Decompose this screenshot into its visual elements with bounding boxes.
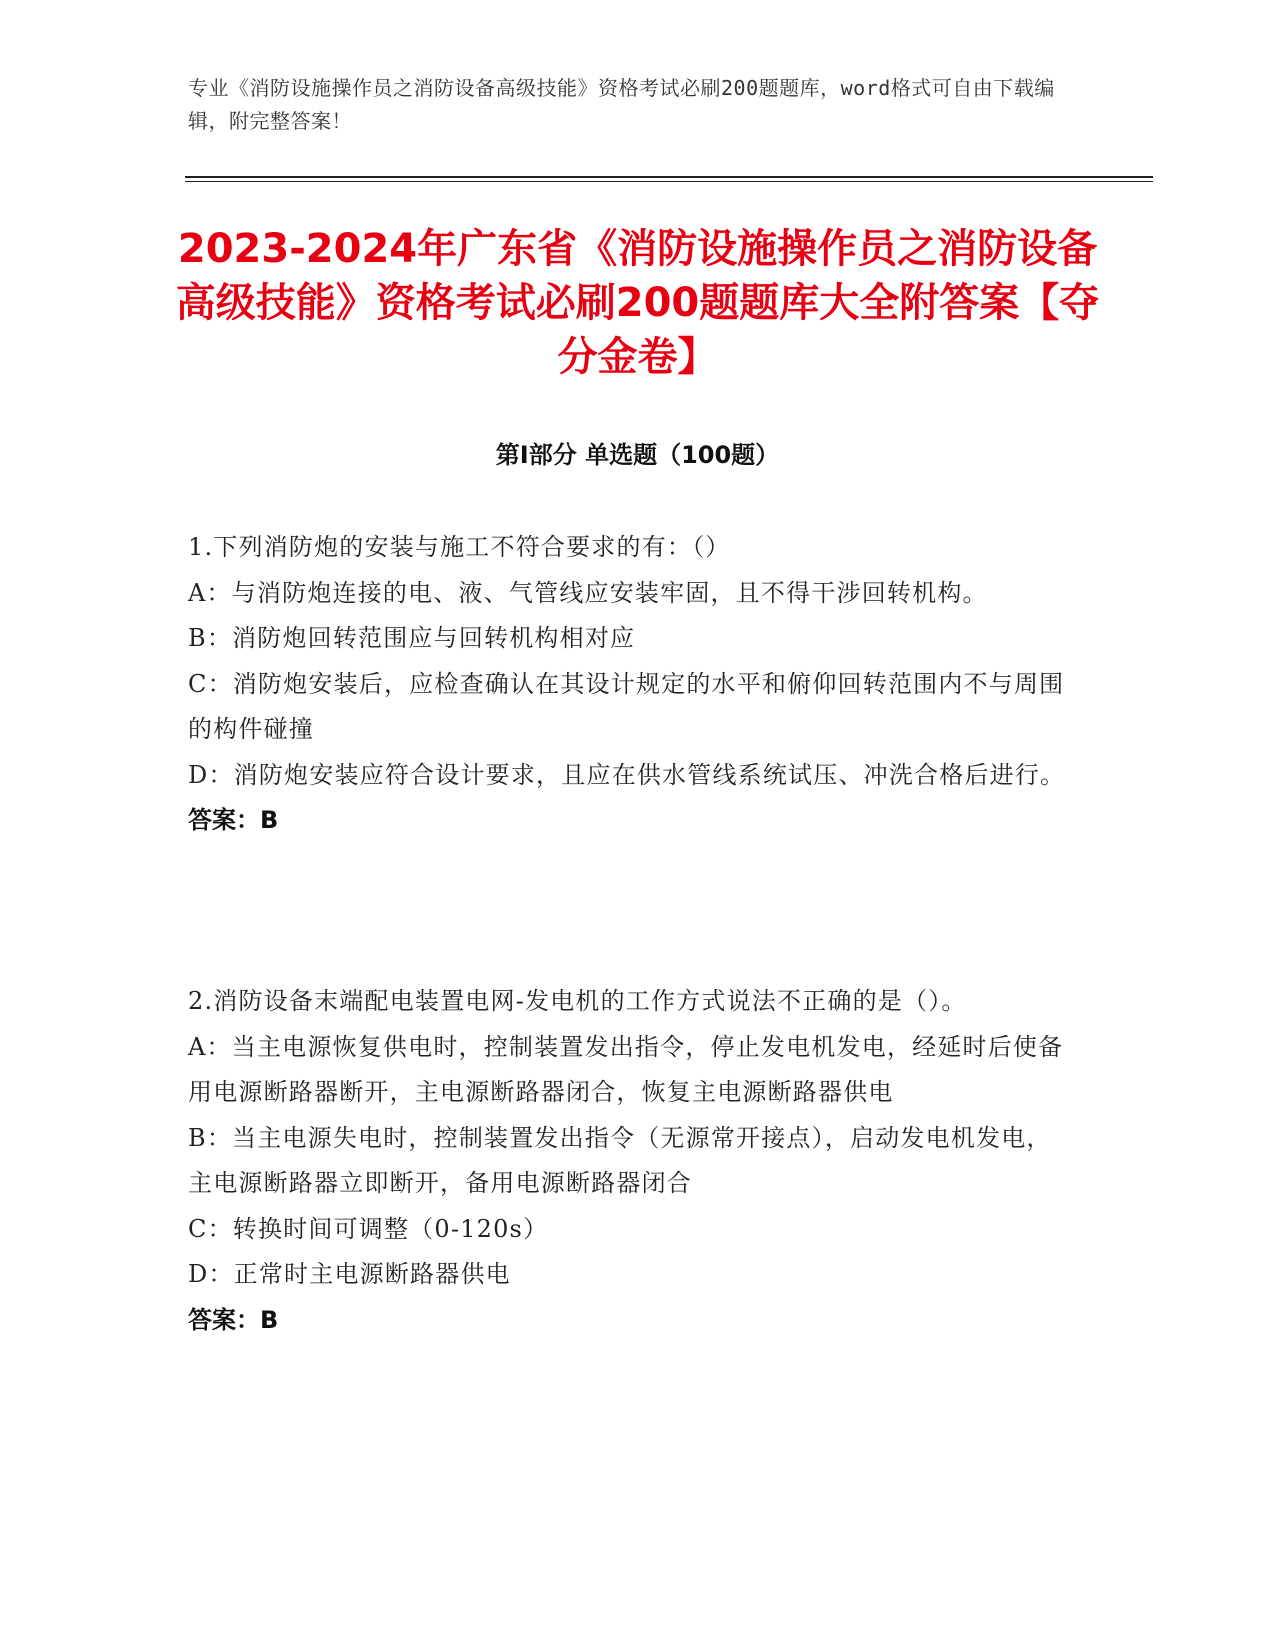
option-b: B：当主电源失电时，控制装置发出指令（无源常开接点），启动发电机发电，主电源断路器立即断开，备用电源断路器闭合 <box>188 1123 1052 1197</box>
question-1 <box>188 525 1068 844</box>
option-c: C：转换时间可调整（0-120s） <box>188 1214 549 1243</box>
header-divider-thin <box>185 181 1153 182</box>
option-c: C：消防炮安装后，应检查确认在其设计规定的水平和俯仰回转范围内不与周围的构件碰撞 <box>188 669 1065 743</box>
option-b: B：消防炮回转范围应与回转机构相对应 <box>188 624 636 652</box>
section-title: 第Ⅰ部分 单选题（100题） <box>495 441 780 469</box>
header-divider-thick <box>185 176 1153 178</box>
question-stem: 2.消防设备末端配电装置电网-发电机的工作方式说法不正确的是（）。 <box>188 987 967 1015</box>
question-2 <box>188 979 1068 1343</box>
document-title: 2023-2024年广东省《消防设施操作员之消防设备高级技能》资格考试必刷200题题库大全附答案【夺分金卷】 <box>175 226 1100 380</box>
answer-label: 答案：B <box>188 1305 279 1334</box>
option-d: D：消防炮安装应符合设计要求，且应在供水管线系统试压、冲洗合格后进行。 <box>188 760 1066 789</box>
option-d: D：正常时主电源断路器供电 <box>188 1260 511 1288</box>
answer-label: 答案：B <box>188 806 279 834</box>
option-a: A：当主电源恢复供电时，控制装置发出指令，停止发电机发电，经延时后使备用电源断路器断开，主电源断路器闭合，恢复主电源断路器供电 <box>188 1032 1064 1106</box>
option-a: A：与消防炮连接的电、液、气管线应安装牢固，且不得干涉回转机构。 <box>188 578 988 607</box>
header-note: 专业《消防设施操作员之消防设备高级技能》资格考试必刷200题题库，word格式可自由下载编辑，附完整答案！ <box>188 76 1055 133</box>
question-stem: 1.下列消防炮的安装与施工不符合要求的有：（） <box>188 533 731 561</box>
